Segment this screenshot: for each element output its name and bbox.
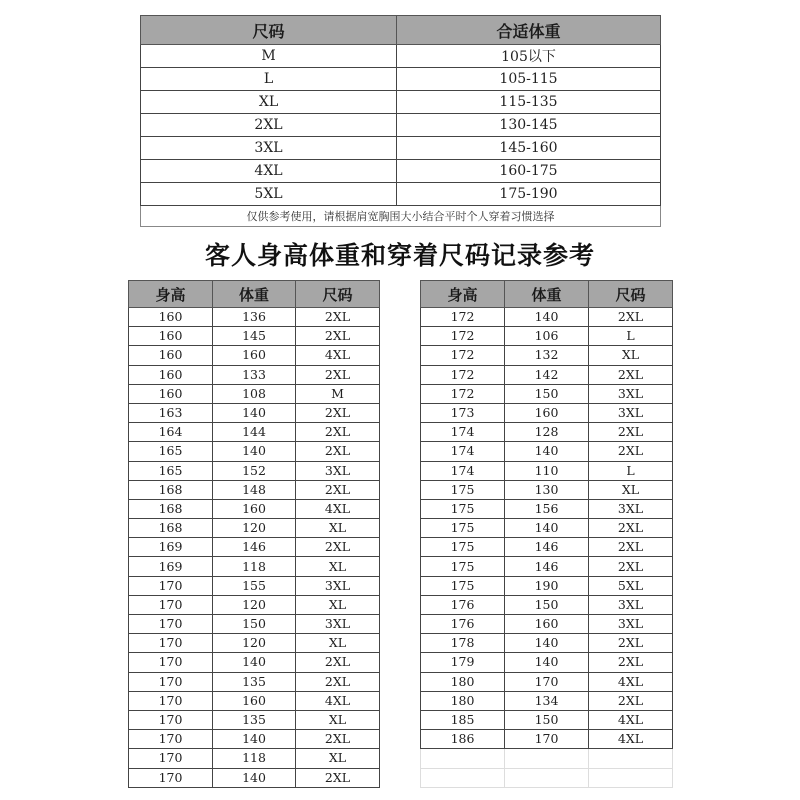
record-height-cell: 168	[129, 499, 213, 518]
record-row	[421, 576, 673, 595]
record-size-cell: 2XL	[296, 423, 380, 442]
records-table-right	[420, 280, 673, 788]
record-size-cell: 2XL	[589, 308, 673, 327]
record-weight-cell: 142	[505, 365, 589, 384]
record-weight-cell: 160	[213, 691, 296, 710]
record-height-cell: 169	[129, 557, 213, 576]
record-size-cell: 3XL	[589, 403, 673, 422]
record-weight-cell: 130	[505, 480, 589, 499]
record-size-cell: 2XL	[296, 672, 380, 691]
record-row	[421, 327, 673, 346]
record-height-cell: 175	[421, 576, 505, 595]
record-size-cell: 2XL	[589, 691, 673, 710]
record-height-cell: 160	[129, 308, 213, 327]
records-table-left	[128, 280, 380, 788]
record-height-cell: 173	[421, 403, 505, 422]
record-weight-cell: 133	[213, 365, 296, 384]
size-chart-weight-cell: 105-115	[397, 68, 661, 91]
record-row	[421, 615, 673, 634]
record-weight-cell: 135	[213, 672, 296, 691]
record-size-cell: XL	[296, 749, 380, 768]
record-size-cell: 2XL	[296, 768, 380, 787]
record-row	[421, 461, 673, 480]
record-height-cell: 172	[421, 384, 505, 403]
record-empty-cell	[421, 768, 505, 787]
record-row	[129, 710, 380, 729]
record-size-cell: 5XL	[589, 576, 673, 595]
record-row	[129, 615, 380, 634]
record-weight-cell: 140	[505, 308, 589, 327]
record-height-cell: 170	[129, 749, 213, 768]
record-height-cell: 178	[421, 634, 505, 653]
record-size-cell: 4XL	[296, 346, 380, 365]
record-height-cell: 172	[421, 327, 505, 346]
record-height-cell: 160	[129, 346, 213, 365]
record-row	[129, 691, 380, 710]
record-weight-cell: 170	[505, 730, 589, 749]
records-header-size: 尺码	[296, 281, 380, 308]
record-weight-cell: 118	[213, 557, 296, 576]
record-height-cell: 170	[129, 710, 213, 729]
record-row	[129, 480, 380, 499]
record-height-cell: 170	[129, 576, 213, 595]
records-header-size: 尺码	[589, 281, 673, 308]
record-row	[421, 519, 673, 538]
size-chart-row	[141, 137, 661, 160]
record-row	[129, 653, 380, 672]
record-height-cell: 170	[129, 634, 213, 653]
record-weight-cell: 150	[505, 384, 589, 403]
record-weight-cell: 152	[213, 461, 296, 480]
record-size-cell: 3XL	[589, 615, 673, 634]
size-chart-header-row	[141, 16, 661, 45]
record-height-cell: 175	[421, 557, 505, 576]
record-size-cell: XL	[589, 480, 673, 499]
record-height-cell: 175	[421, 519, 505, 538]
record-weight-cell: 155	[213, 576, 296, 595]
record-height-cell: 172	[421, 365, 505, 384]
record-height-cell: 175	[421, 480, 505, 499]
records-header-weight: 体重	[505, 281, 589, 308]
size-chart-size-cell: M	[141, 45, 397, 68]
record-size-cell: L	[589, 327, 673, 346]
record-weight-cell: 150	[505, 710, 589, 729]
record-weight-cell: 160	[213, 346, 296, 365]
size-chart-note-row	[141, 206, 661, 227]
record-weight-cell: 146	[505, 538, 589, 557]
record-row	[129, 730, 380, 749]
record-weight-cell: 120	[213, 519, 296, 538]
record-row	[129, 768, 380, 787]
record-size-cell: 2XL	[296, 730, 380, 749]
records-header-row	[421, 281, 673, 308]
record-size-cell: 3XL	[589, 384, 673, 403]
record-size-cell: 2XL	[589, 653, 673, 672]
record-row	[421, 499, 673, 518]
size-chart-size-cell: 3XL	[141, 137, 397, 160]
record-height-cell: 168	[129, 519, 213, 538]
record-height-cell: 174	[421, 461, 505, 480]
record-size-cell: 2XL	[296, 308, 380, 327]
record-weight-cell: 108	[213, 384, 296, 403]
record-weight-cell: 128	[505, 423, 589, 442]
record-row	[421, 423, 673, 442]
records-header-weight: 体重	[213, 281, 296, 308]
record-weight-cell: 140	[213, 768, 296, 787]
record-row-empty	[421, 768, 673, 787]
size-chart-row	[141, 45, 661, 68]
size-chart-size-cell: L	[141, 68, 397, 91]
record-weight-cell: 140	[213, 653, 296, 672]
record-size-cell: 4XL	[589, 710, 673, 729]
record-height-cell: 170	[129, 595, 213, 614]
record-row	[421, 691, 673, 710]
record-weight-cell: 146	[213, 538, 296, 557]
size-chart-header-weight: 合适体重	[397, 16, 661, 45]
record-weight-cell: 146	[505, 557, 589, 576]
record-height-cell: 160	[129, 327, 213, 346]
record-row	[129, 442, 380, 461]
size-chart-size-cell: 2XL	[141, 114, 397, 137]
record-height-cell: 170	[129, 691, 213, 710]
record-height-cell: 165	[129, 461, 213, 480]
record-size-cell: 2XL	[589, 365, 673, 384]
records-header-height: 身高	[421, 281, 505, 308]
record-weight-cell: 140	[213, 442, 296, 461]
record-weight-cell: 144	[213, 423, 296, 442]
size-chart-weight-cell: 160-175	[397, 160, 661, 183]
record-row	[129, 423, 380, 442]
record-weight-cell: 118	[213, 749, 296, 768]
record-height-cell: 169	[129, 538, 213, 557]
record-weight-cell: 190	[505, 576, 589, 595]
record-row	[421, 595, 673, 614]
record-height-cell: 170	[129, 768, 213, 787]
size-chart-weight-cell: 105以下	[397, 45, 661, 68]
size-chart-size-cell: 4XL	[141, 160, 397, 183]
record-row	[421, 672, 673, 691]
record-size-cell: 4XL	[589, 672, 673, 691]
record-height-cell: 186	[421, 730, 505, 749]
record-size-cell: XL	[589, 346, 673, 365]
record-height-cell: 175	[421, 499, 505, 518]
record-row	[421, 557, 673, 576]
record-row	[129, 595, 380, 614]
record-row	[421, 403, 673, 422]
record-height-cell: 185	[421, 710, 505, 729]
record-height-cell: 160	[129, 365, 213, 384]
record-weight-cell: 120	[213, 634, 296, 653]
record-weight-cell: 140	[505, 519, 589, 538]
record-row	[129, 461, 380, 480]
record-weight-cell: 136	[213, 308, 296, 327]
record-height-cell: 172	[421, 346, 505, 365]
record-size-cell: L	[589, 461, 673, 480]
record-empty-cell	[505, 768, 589, 787]
record-height-cell: 172	[421, 308, 505, 327]
record-row	[421, 653, 673, 672]
record-height-cell: 180	[421, 672, 505, 691]
record-height-cell: 165	[129, 442, 213, 461]
record-weight-cell: 160	[213, 499, 296, 518]
record-size-cell: 3XL	[296, 615, 380, 634]
record-size-cell: 2XL	[296, 480, 380, 499]
record-row	[129, 308, 380, 327]
record-row	[129, 538, 380, 557]
record-size-cell: 2XL	[589, 538, 673, 557]
record-weight-cell: 120	[213, 595, 296, 614]
record-row	[421, 730, 673, 749]
size-chart-row	[141, 183, 661, 206]
size-chart-header-size: 尺码	[141, 16, 397, 45]
record-row	[421, 480, 673, 499]
record-row	[129, 749, 380, 768]
record-weight-cell: 106	[505, 327, 589, 346]
record-row	[421, 710, 673, 729]
record-size-cell: 3XL	[296, 461, 380, 480]
size-chart-row	[141, 68, 661, 91]
record-height-cell: 168	[129, 480, 213, 499]
record-size-cell: 2XL	[296, 403, 380, 422]
record-row	[421, 384, 673, 403]
record-row	[129, 365, 380, 384]
record-weight-cell: 148	[213, 480, 296, 499]
record-size-cell: 4XL	[589, 730, 673, 749]
record-size-cell: 4XL	[296, 499, 380, 518]
record-weight-cell: 160	[505, 403, 589, 422]
record-size-cell: 2XL	[589, 519, 673, 538]
record-height-cell: 160	[129, 384, 213, 403]
record-weight-cell: 132	[505, 346, 589, 365]
record-row	[421, 365, 673, 384]
record-size-cell: 3XL	[589, 595, 673, 614]
record-size-cell: 2XL	[296, 538, 380, 557]
record-weight-cell: 160	[505, 615, 589, 634]
record-height-cell: 164	[129, 423, 213, 442]
size-chart-note: 仅供参考使用，请根据肩宽胸围大小结合平时个人穿着习惯选择	[141, 206, 661, 227]
record-row	[129, 519, 380, 538]
record-height-cell: 170	[129, 653, 213, 672]
record-row	[421, 634, 673, 653]
record-height-cell: 170	[129, 672, 213, 691]
record-row	[129, 403, 380, 422]
record-row	[129, 672, 380, 691]
record-size-cell: M	[296, 384, 380, 403]
record-weight-cell: 150	[213, 615, 296, 634]
record-row	[129, 327, 380, 346]
record-row	[129, 384, 380, 403]
record-size-cell: 2XL	[589, 442, 673, 461]
record-size-cell: XL	[296, 710, 380, 729]
record-height-cell: 174	[421, 423, 505, 442]
record-weight-cell: 140	[213, 730, 296, 749]
size-chart-weight-cell: 115-135	[397, 91, 661, 114]
size-chart-row	[141, 160, 661, 183]
size-chart-weight-cell: 130-145	[397, 114, 661, 137]
records-header-height: 身高	[129, 281, 213, 308]
record-weight-cell: 140	[505, 442, 589, 461]
record-row	[129, 557, 380, 576]
record-size-cell: 4XL	[296, 691, 380, 710]
record-weight-cell: 110	[505, 461, 589, 480]
record-empty-cell	[505, 749, 589, 768]
record-height-cell: 176	[421, 595, 505, 614]
record-weight-cell: 170	[505, 672, 589, 691]
record-height-cell: 170	[129, 615, 213, 634]
record-row	[129, 499, 380, 518]
record-height-cell: 180	[421, 691, 505, 710]
record-size-cell: 2XL	[296, 442, 380, 461]
record-row	[129, 634, 380, 653]
size-chart-weight-cell: 145-160	[397, 137, 661, 160]
record-weight-cell: 135	[213, 710, 296, 729]
record-weight-cell: 134	[505, 691, 589, 710]
record-weight-cell: 140	[505, 653, 589, 672]
record-empty-cell	[589, 768, 673, 787]
record-size-cell: 2XL	[296, 653, 380, 672]
record-row-empty	[421, 749, 673, 768]
size-chart-size-cell: XL	[141, 91, 397, 114]
record-height-cell: 179	[421, 653, 505, 672]
record-weight-cell: 156	[505, 499, 589, 518]
size-chart-size-cell: 5XL	[141, 183, 397, 206]
record-size-cell: 2XL	[296, 365, 380, 384]
record-height-cell: 175	[421, 538, 505, 557]
records-title: 客人身高体重和穿着尺码记录参考	[204, 241, 595, 270]
record-empty-cell	[589, 749, 673, 768]
record-weight-cell: 150	[505, 595, 589, 614]
record-weight-cell: 140	[213, 403, 296, 422]
record-size-cell: 3XL	[296, 576, 380, 595]
record-size-cell: 2XL	[296, 327, 380, 346]
records-header-row	[129, 281, 380, 308]
record-height-cell: 176	[421, 615, 505, 634]
size-chart-table	[140, 15, 661, 227]
size-chart-row	[141, 114, 661, 137]
record-row	[129, 576, 380, 595]
record-size-cell: XL	[296, 595, 380, 614]
record-row	[421, 538, 673, 557]
record-row	[421, 308, 673, 327]
record-height-cell: 170	[129, 730, 213, 749]
record-size-cell: XL	[296, 634, 380, 653]
record-empty-cell	[421, 749, 505, 768]
size-chart-row	[141, 91, 661, 114]
record-row	[421, 346, 673, 365]
record-size-cell: 2XL	[589, 634, 673, 653]
record-weight-cell: 145	[213, 327, 296, 346]
record-height-cell: 163	[129, 403, 213, 422]
record-size-cell: XL	[296, 557, 380, 576]
record-size-cell: 3XL	[589, 499, 673, 518]
record-size-cell: 2XL	[589, 423, 673, 442]
record-size-cell: 2XL	[589, 557, 673, 576]
record-weight-cell: 140	[505, 634, 589, 653]
record-row	[421, 442, 673, 461]
size-chart-weight-cell: 175-190	[397, 183, 661, 206]
record-row	[129, 346, 380, 365]
record-height-cell: 174	[421, 442, 505, 461]
record-size-cell: XL	[296, 519, 380, 538]
